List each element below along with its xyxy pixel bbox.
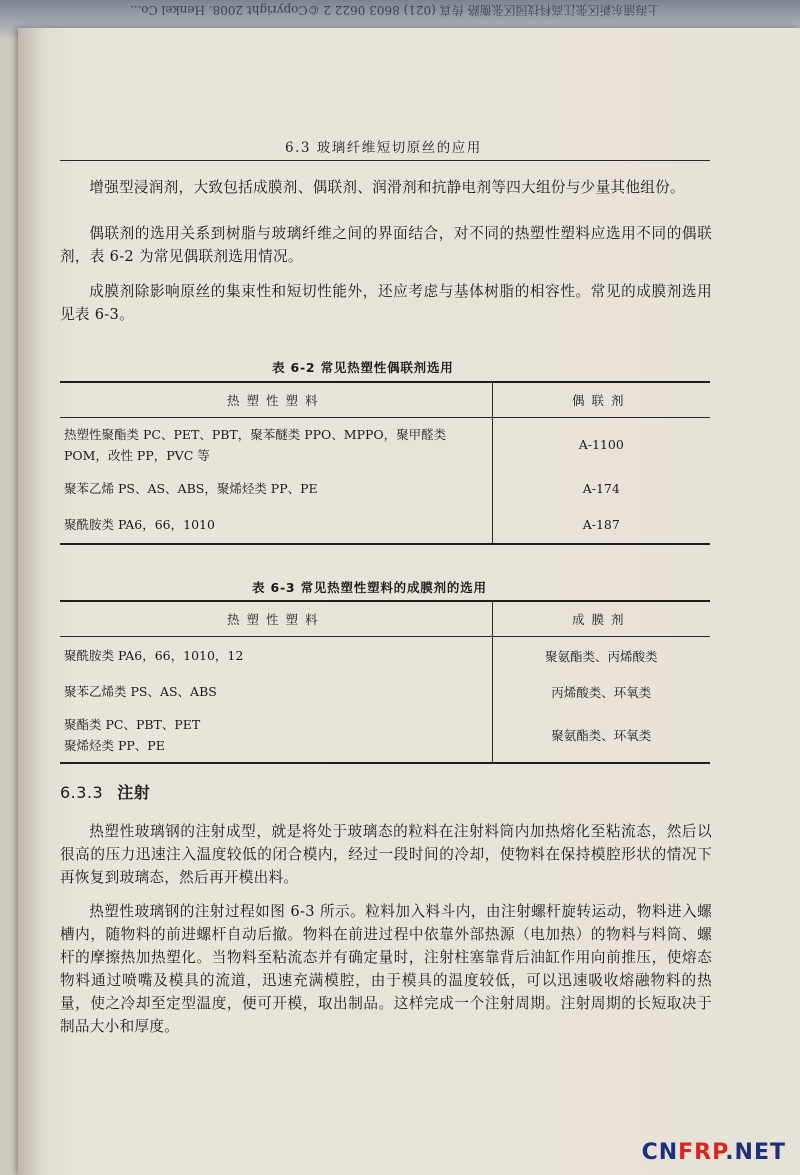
watermark-part: .NET (725, 1140, 786, 1165)
table-6-3-cell-plastic-line: 聚酯类 PC、PBT、PET (64, 717, 201, 732)
site-watermark (642, 1140, 786, 1165)
watermark-part: FRP (678, 1140, 726, 1165)
table-row (60, 637, 710, 675)
watermark-part: CN (641, 1140, 679, 1165)
table-6-3-cell-agent: 聚氨酯类、环氧类 (492, 709, 710, 763)
paragraph-injection-process: 热塑性玻璃钢的注射过程如图 6-3 所示。粒料加入料斗内，由注射螺杆旋转运动，物料进入螺槽内，随物料的前进螺杆自动后撤。物料在前进过程中依靠外部热源（电加热）的物料与料筒、螺杆的摩擦热加热塑化。当物料至粘流态并有确定量时，注射柱塞靠背后油缸作用向前推压，使熔态物料通过喷嘴及模具的流道，迅速充满模腔，由于模具的温度较低，可以迅速吸收熔融物料的热量，使之冷却至定型温度，便可开模，取出制品。这样完成一个注射周期。注射周期的长短取决于制品大小和厚度。 (60, 903, 712, 1035)
table-6-3-cell-agent: 聚氨酯类、丙烯酸类 (492, 637, 710, 675)
table-6-3-cell-plastic: 聚苯乙烯类 PS、AS、ABS (64, 684, 217, 699)
table-6-3 (60, 600, 710, 764)
table-6-2-header-plastic: 热塑性塑料 (60, 382, 492, 418)
table-row (60, 472, 710, 506)
table-row (60, 675, 710, 709)
table-6-3-cell-plastic: 聚酰胺类 PA6，66，1010，12 (64, 648, 244, 664)
running-head: 6.3 玻璃纤维短切原丝的应用 (285, 140, 482, 156)
table-6-3-header-agent: 成膜剂 (492, 601, 710, 637)
section-title: 注射 (117, 783, 151, 802)
table-6-3-cell-plastic (60, 709, 492, 763)
table-6-2-header-agent: 偶联剂 (492, 382, 710, 418)
table-6-3-cell-plastic-line: 聚烯烃类 PP、PE (64, 738, 165, 753)
section-number: 6.3.3 (60, 783, 104, 802)
table-row (60, 506, 710, 544)
section-heading (60, 780, 150, 803)
table-6-2-cell-plastic: 聚酰胺类 PA6，66，1010 (64, 516, 215, 532)
table-6-2-caption: 表 6-2 常见热塑性偶联剂选用 (272, 360, 454, 375)
table-6-3-header-plastic: 热塑性塑料 (60, 601, 492, 637)
paragraph-coupling-agent: 偶联剂的选用关系到树脂与玻璃纤维之间的界面结合，对不同的热塑性塑料应选用不同的偶联剂，表 6-2 为常见偶联剂选用情况。 (60, 225, 712, 265)
mirrored-bleed-text: 上海浦东新区张江高科技园区张衡路 传真 (021) 8603 0622 2 ©Copyright 2008. Henkel Co... (130, 3, 660, 17)
table-row (60, 709, 710, 763)
table-6-2-cell-agent: A-1100 (492, 418, 710, 472)
paragraph-sizing-components: 增强型浸润剂，大致包括成膜剂、偶联剂、润滑剂和抗静电剂等四大组份与少量其他组份。 (89, 179, 685, 196)
table-6-2-cell-agent: A-187 (492, 506, 710, 544)
table-6-2-cell-agent: A-174 (492, 472, 710, 506)
table-6-2-cell-plastic: 热塑性聚酯类 PC、PET、PBT，聚苯醚类 PPO、MPPO，聚甲醛类 POM，改性 PP，PVC 等 (64, 426, 447, 463)
table-6-3-cell-agent: 丙烯酸类、环氧类 (492, 675, 710, 709)
paragraph-injection-definition: 热塑性玻璃钢的注射成型，就是将处于玻璃态的粒料在注射料筒内加热熔化至粘流态，然后以很高的压力迅速注入温度较低的闭合模内，经过一段时间的冷却，使物料在保持模腔形状的情况下再恢复到玻璃态，然后再开模出料。 (60, 823, 712, 886)
table-6-2 (60, 381, 710, 545)
table-6-3-caption: 表 6-3 常见热塑性塑料的成膜剂的选用 (252, 580, 487, 595)
paragraph-film-former: 成膜剂除影响原丝的集束性和短切性能外，还应考虑与基体树脂的相容性。常见的成膜剂选用见表 6-3。 (60, 283, 712, 323)
table-6-2-cell-plastic: 聚苯乙烯 PS、AS、ABS，聚烯烃类 PP、PE (64, 481, 318, 496)
table-row (60, 418, 710, 472)
header-rule (60, 160, 710, 161)
